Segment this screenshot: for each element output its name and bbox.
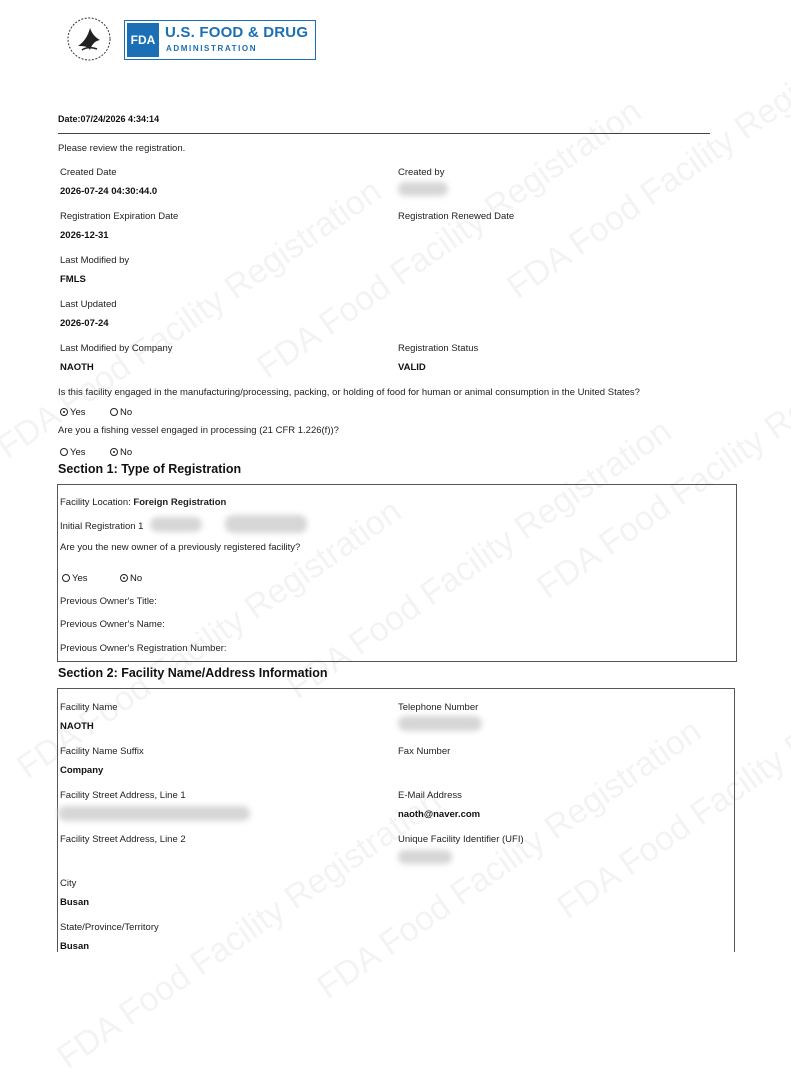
q1-yes-label: Yes xyxy=(70,406,86,418)
suffix-value: Company xyxy=(60,765,104,776)
q1-no-option[interactable] xyxy=(110,407,132,418)
radio-empty-icon[interactable] xyxy=(110,408,118,416)
created-date-label: Created Date xyxy=(60,167,117,178)
email-value: naoth@naver.com xyxy=(398,809,481,820)
intro-text: Please review the registration. xyxy=(58,143,186,154)
radio-empty-icon[interactable] xyxy=(62,574,70,582)
watermark-text xyxy=(500,12,791,307)
watermark-text xyxy=(0,172,389,467)
q2-no-label: No xyxy=(119,446,133,458)
new-owner-yes-label: Yes xyxy=(72,572,88,584)
facility-location-label: Facility Location: xyxy=(60,497,131,508)
section1-title: Section 1: Type of Registration xyxy=(58,462,242,476)
new-owner-no-option[interactable] xyxy=(120,573,142,584)
fda-logo-sub: ADMINISTRATION xyxy=(166,44,258,53)
phone-label: Telephone Number xyxy=(398,702,479,713)
document-date: Date:07/24/2026 4:34:14 xyxy=(58,114,160,124)
redacted-created-by xyxy=(398,182,448,196)
q2-yes-label: Yes xyxy=(70,446,86,458)
expiration-label: Registration Expiration Date xyxy=(60,211,179,222)
fda-logo-name: U.S. FOOD & DRUG xyxy=(165,24,309,41)
header-divider xyxy=(58,133,710,134)
prev-owner-reg-label: Previous Owner's Registration Number: xyxy=(60,643,227,654)
radio-selected-icon[interactable] xyxy=(110,448,118,456)
section1-box xyxy=(57,484,737,662)
fda-logo xyxy=(124,20,316,60)
created-by-label: Created by xyxy=(398,167,445,178)
status-value: VALID xyxy=(398,362,426,373)
new-owner-yes-option[interactable] xyxy=(62,573,88,584)
last-modified-by-value: FMLS xyxy=(60,274,86,285)
eagle-icon xyxy=(66,16,112,62)
radio-empty-icon[interactable] xyxy=(60,448,68,456)
radio-selected-icon[interactable] xyxy=(60,408,68,416)
hhs-seal-logo xyxy=(66,16,112,62)
fax-label: Fax Number xyxy=(398,746,451,757)
expiration-value: 2026-12-31 xyxy=(60,230,109,241)
state-value: Busan xyxy=(60,941,90,952)
redacted-registration-part1 xyxy=(150,517,202,532)
redacted-phone xyxy=(398,716,482,731)
street2-label: Facility Street Address, Line 2 xyxy=(60,834,186,845)
q1-no-label: No xyxy=(119,406,133,418)
radio-selected-icon[interactable] xyxy=(120,574,128,582)
question-food-facility: Is this facility engaged in the manufacturing/processing, packing, or holding of food for human or animal consumption in the United States? xyxy=(58,387,640,398)
email-label: E-Mail Address xyxy=(398,790,462,801)
q2-yes-option[interactable] xyxy=(60,447,86,458)
redacted-registration-part2 xyxy=(225,515,307,533)
last-updated-label: Last Updated xyxy=(60,299,117,310)
redacted-ufi xyxy=(398,850,452,864)
suffix-label: Facility Name Suffix xyxy=(60,746,144,757)
fda-logo-mark: FDA xyxy=(127,23,159,57)
status-label: Registration Status xyxy=(398,343,479,354)
renewed-label: Registration Renewed Date xyxy=(398,211,515,222)
street1-label: Facility Street Address, Line 1 xyxy=(60,790,186,801)
facility-name-value: NAOTH xyxy=(60,721,94,732)
facility-location-value: Foreign Registration xyxy=(133,497,227,508)
created-date-value: 2026-07-24 04:30:44.0 xyxy=(60,186,158,197)
facility-name-label: Facility Name xyxy=(60,702,118,713)
section2-title: Section 2: Facility Name/Address Information xyxy=(58,666,328,680)
prev-owner-title-label: Previous Owner's Title: xyxy=(60,596,157,607)
q2-radio-group xyxy=(60,443,132,461)
redacted-street1 xyxy=(58,806,250,821)
modified-company-label: Last Modified by Company xyxy=(60,343,173,354)
facility-location xyxy=(60,497,226,508)
city-value: Busan xyxy=(60,897,90,908)
new-owner-radio-group xyxy=(62,569,142,587)
city-label: City xyxy=(60,878,77,889)
q1-yes-option[interactable] xyxy=(60,407,86,418)
ufi-label: Unique Facility Identifier (UFI) xyxy=(398,834,524,845)
state-label: State/Province/Territory xyxy=(60,922,159,933)
q1-radio-group xyxy=(60,403,132,421)
last-updated-value: 2026-07-24 xyxy=(60,318,109,329)
new-owner-no-label: No xyxy=(129,572,143,584)
last-modified-by-label: Last Modified by xyxy=(60,255,130,266)
initial-registration-label: Initial Registration 1 xyxy=(60,521,144,532)
question-fishing-vessel: Are you a fishing vessel engaged in processing (21 CFR 1.226(f))? xyxy=(58,425,339,436)
new-owner-question: Are you the new owner of a previously registered facility? xyxy=(60,542,301,553)
prev-owner-name-label: Previous Owner's Name: xyxy=(60,619,165,630)
q2-no-option[interactable] xyxy=(110,447,132,458)
modified-company-value: NAOTH xyxy=(60,362,94,373)
